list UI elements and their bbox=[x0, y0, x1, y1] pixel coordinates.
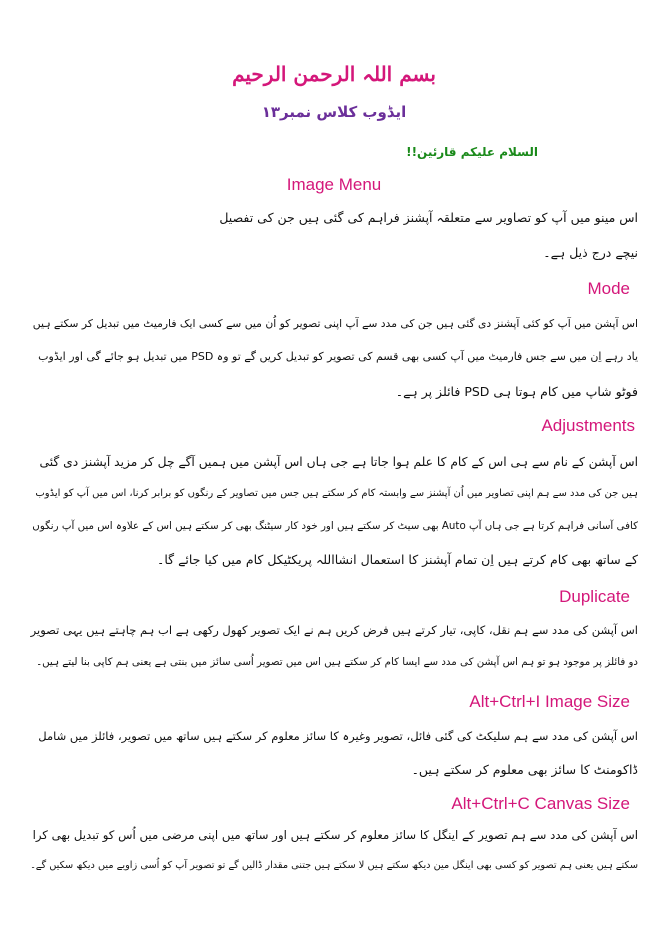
class-title: ایڈوب کلاس نمبر۱۳ bbox=[261, 103, 407, 121]
image-size-line-1: اس آپشن کی مدد سے ہم سلیکٹ کی گئی فائل، تصویر وغیرہ کا سائز معلوم کر سکتے ہیں ساتھ میں تصویر، فائلز میں شامل bbox=[38, 729, 638, 743]
greeting: السلام علیکم قارئین!! bbox=[406, 145, 538, 159]
heading-image-menu: Image Menu bbox=[286, 175, 382, 194]
heading-adjustments: Adjustments bbox=[541, 416, 635, 435]
mode-line-3: فوٹو شاپ میں کام ہوتا ہی PSD فائلز پر ہے۔ bbox=[395, 384, 638, 399]
adjustments-line-2: ہیں جن کی مدد سے ہم اپنی تصاویر میں اُن آپشنز سے وابستہ کام کر سکتے ہیں جس میں تصاویر کے رنگوں کو برابر کرنا، اس میں آپ کو ایڈوب bbox=[35, 488, 638, 499]
heading-image-size: Alt+Ctrl+I Image Size bbox=[469, 692, 630, 711]
heading-mode: Mode bbox=[587, 279, 630, 298]
canvas-size-line-2: سکتے ہیں یعنی ہم تصویر کو کسی بھی اینگل مین دیکھ سکتے ہیں لا سکتے ہیں جتنی مقدار ڈالیں گے تو تصویر آپ کو اُسی زاویے میں دیکھ سکیں گے۔ bbox=[30, 860, 638, 871]
image-menu-line-1: اس مینو میں آپ کو تصاویر سے متعلقہ آپشنز فراہم کی گئی ہیں جن کی تفصیل bbox=[219, 210, 638, 225]
mode-line-2: یاد رہے اِن میں سے جس فارمیٹ میں آپ کسی بھی قسم کی تصویر کو تبدیل کریں گے تو وہ PSD میں تبدیل ہو جائے گی اور ایڈوب bbox=[38, 350, 638, 363]
duplicate-line-1: اس آپشن کی مدد سے ہم نقل، کاپی، تیار کرتے ہیں فرض کریں ہم نے ایک تصویر کھول رکھی ہے اب ہم چاہتے ہیں یہی تصویر bbox=[30, 623, 638, 637]
image-menu-line-2: نیچے درج ذیل ہے۔ bbox=[543, 245, 638, 260]
basmala: بسم اللہ الرحمن الرحیم bbox=[232, 62, 436, 86]
heading-canvas-size: Alt+Ctrl+C Canvas Size bbox=[451, 794, 630, 813]
adjustments-line-4: کے ساتھ بھی کام کرتے ہیں اِن تمام آپشنز کا استعمال انشااللہ پریکٹیکل کام میں کیا جائے گا۔ bbox=[157, 552, 638, 567]
duplicate-line-2: دو فائلز پر موجود ہو تو ہم اس آپشن کی مدد سے ایسا کام کر سکتے ہیں اس میں تصویر اُسی سائز میں بنتی ہے یعنی ہم کاپی بنا لیتے ہیں۔ bbox=[36, 656, 638, 668]
adjustments-line-1: اس آپشن کے نام سے ہی اس کے کام کا علم ہوا جاتا ہے جی ہاں اس آپشن میں ہمیں آگے چل کر مزید آپشنز دی گئی bbox=[39, 455, 638, 469]
heading-duplicate: Duplicate bbox=[559, 587, 630, 606]
canvas-size-line-1: اس آپشن کی مدد سے ہم تصویر کے اینگل کا سائز معلوم کر سکتے ہیں اور ساتھ میں اپنی مرضی میں اُس کو تبدیل بھی کرا bbox=[32, 828, 638, 842]
adjustments-line-3: کافی آسانی فراہم کرتا ہے جی ہاں آپ Auto بھی سیٹ کر سکتے ہیں اور خود کار سیٹنگ بھی کر سکتے ہیں اس کے علاوہ اس میں آپ رنگوں bbox=[32, 520, 638, 532]
mode-line-1: اس آپشن میں آپ کو کئی آپشنز دی گئی ہیں جن کی مدد سے آپ اپنی تصویر کو اُن میں سے کسی ایک فارمیٹ میں تبدیل کر سکتے ہیں bbox=[32, 317, 638, 330]
image-size-line-2: ڈاکومنٹ کا سائز بھی معلوم کر سکتے ہیں۔ bbox=[411, 762, 638, 777]
